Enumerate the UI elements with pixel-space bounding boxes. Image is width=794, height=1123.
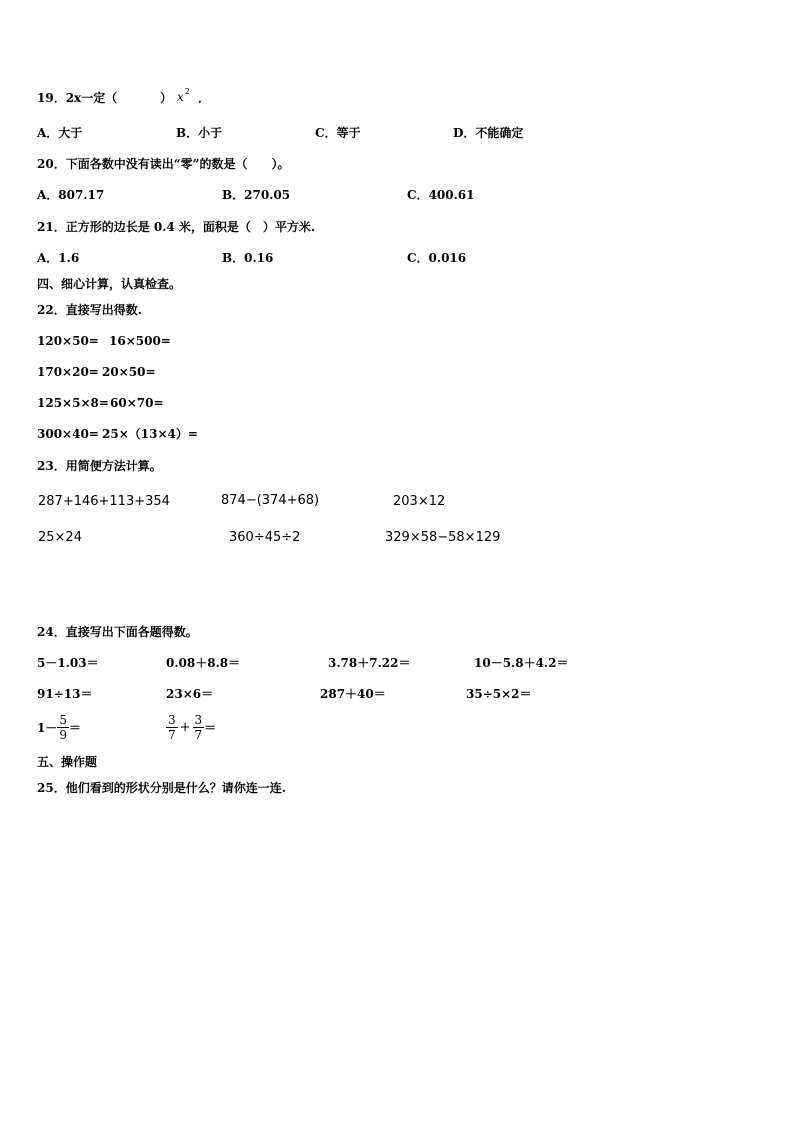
q21-option-b[interactable]: B．0.16 [222, 251, 274, 265]
q22-item: 16×500= [109, 334, 171, 348]
section-5-heading: 五、操作题 [37, 755, 98, 769]
q23-expression: 329×58−58×129 [385, 530, 501, 545]
q19-option-c[interactable]: C．等于 [315, 126, 361, 140]
q25-stem: 25．他们看到的形状分别是什么？请你连一连. [37, 781, 286, 795]
q22-stem: 22．直接写出得数. [37, 303, 142, 317]
q24-item: 287＋40＝ [320, 687, 386, 701]
q19-stem-end: ． [198, 91, 211, 105]
q23-stem: 23．用简便方法计算。 [37, 459, 162, 473]
q24-frac1-lead: 1－ [37, 721, 58, 735]
q19-option-d[interactable]: D．不能确定 [453, 126, 524, 140]
q22-item: 300×40= [37, 427, 99, 441]
q23-expression: 874−(374+68) [221, 493, 320, 508]
q24-stem: 24．直接写出下面各题得数。 [37, 625, 198, 639]
q19-stem [37, 90, 117, 106]
q19-power-base: x [177, 90, 184, 104]
fraction-denominator: 7 [168, 728, 176, 742]
fraction [57, 713, 69, 742]
fraction-numerator: 5 [59, 713, 67, 727]
q22-item: 25×（13×4）= [102, 427, 198, 441]
q20-stem: 20．下面各数中没有读出“零”的数是（ ）。 [37, 157, 290, 171]
q24-item: 23×6＝ [166, 687, 214, 701]
q19-power-exponent: 2 [184, 87, 190, 96]
q24-item: 10－5.8＋4.2＝ [474, 656, 569, 670]
fraction-denominator: 7 [194, 728, 203, 742]
q22-item: 125×5×8= [37, 396, 109, 410]
q24-item: 91÷13＝ [37, 687, 93, 701]
fraction-numerator: 3 [168, 713, 176, 727]
q24-fraction-expression-1 [37, 713, 81, 742]
q19-option-a[interactable]: A．大于 [37, 126, 83, 140]
q24-item: 5－1.03＝ [37, 656, 99, 670]
plus-sign: + [179, 720, 191, 735]
q23-expression: 360÷45÷2 [229, 530, 301, 545]
q19-power [177, 89, 189, 104]
q24-item: 0.08＋8.8＝ [166, 656, 241, 670]
q19-stem-close: ） [160, 91, 173, 105]
q24-item: 3.78＋7.22＝ [328, 656, 411, 670]
q24-fraction-expression-2 [166, 713, 216, 742]
section-4-heading: 四、细心计算，认真检查。 [37, 277, 182, 291]
fraction [193, 713, 205, 742]
q24-frac2-tail: ＝ [204, 721, 217, 735]
q20-option-a[interactable]: A．807.17 [37, 188, 105, 202]
fraction-numerator: 3 [194, 713, 203, 727]
q23-expression: 203×12 [393, 494, 446, 509]
q24-item: 35÷5×2＝ [466, 687, 532, 701]
q21-stem: 21．正方形的边长是 0.4 米，面积是（ ）平方米. [37, 220, 316, 234]
q22-item: 170×20= [37, 365, 99, 379]
q20-option-c[interactable]: C．400.61 [407, 188, 475, 202]
q21-option-a[interactable]: A．1.6 [37, 251, 80, 265]
fraction-denominator: 9 [59, 728, 67, 742]
fraction [166, 713, 178, 742]
q24-frac1-tail: ＝ [69, 721, 82, 735]
q19-option-b[interactable]: B．小于 [176, 126, 223, 140]
q22-item: 120×50= [37, 334, 99, 348]
q20-option-b[interactable]: B．270.05 [222, 188, 291, 202]
q19-stem-start: 19．2x一定（ [37, 91, 118, 105]
q22-item: 20×50= [102, 365, 156, 379]
q21-option-c[interactable]: C．0.016 [407, 251, 467, 265]
q23-expression: 287+146+113+354 [38, 494, 170, 509]
q22-item: 60×70= [110, 396, 164, 410]
q23-expression: 25×24 [38, 530, 82, 545]
